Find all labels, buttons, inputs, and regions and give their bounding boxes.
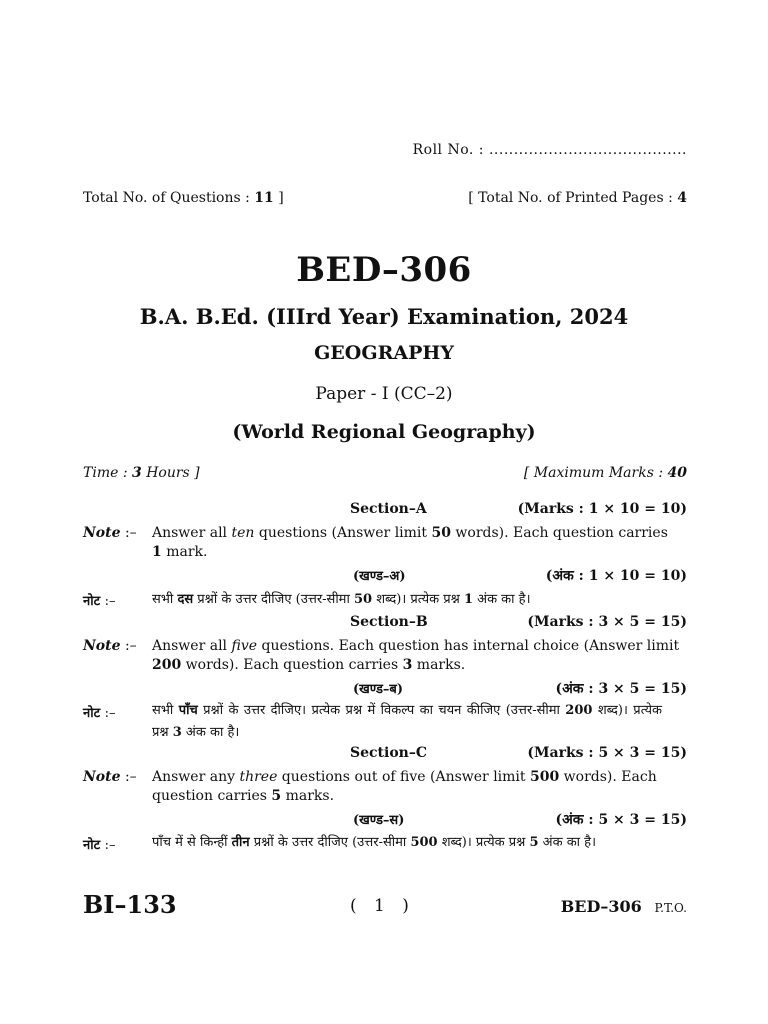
section-a-note-label: Note :–: [83, 525, 137, 541]
section-b-title: Section–B: [350, 614, 428, 630]
section-c-hindi-marks: (अंक : 5 × 3 = 15): [555, 812, 687, 828]
section-a-hindi-note-text: सभी दस प्रश्नों के उत्तर दीजिए (उत्तर-सीमा 50 शब्द)। प्रत्येक प्रश्न 1 अंक का है।: [152, 592, 531, 607]
max-prefix: [ Maximum Marks :: [523, 465, 664, 481]
section-c-hindi-note-label: नोट :–: [83, 838, 116, 853]
total-pages-value: 4: [677, 190, 687, 206]
section-c-title: Section–C: [350, 745, 427, 761]
pto-label: P.T.O.: [654, 901, 687, 915]
section-a-hindi-marks: (अंक : 1 × 10 = 10): [545, 568, 687, 584]
total-questions-close: ]: [278, 190, 284, 206]
section-b-hindi-note-label: नोट :–: [83, 706, 116, 721]
total-questions: [83, 190, 284, 206]
paper-number: Paper - I (CC–2): [315, 384, 453, 404]
total-pages-open: [: [468, 190, 474, 206]
section-b-note-label: Note :–: [83, 638, 137, 654]
section-c-note-text: Answer any three questions out of five (Answer limit 500 words). Each question carries 5 marks.: [152, 769, 657, 804]
roll-dots: ........................................: [488, 142, 687, 158]
section-a-hindi-title: (खण्ड–अ): [353, 569, 406, 584]
total-questions-label: Total No. of Questions :: [83, 190, 250, 206]
footer-code: [561, 897, 687, 916]
page-number: ( 1 ): [350, 896, 409, 916]
section-b-hindi-title: (खण्ड–ब): [353, 682, 403, 697]
series-code: BI–133: [83, 890, 177, 919]
max-value: 40: [667, 465, 687, 481]
time-suffix: Hours ]: [146, 465, 200, 481]
section-a-note-text: Answer all ten questions (Answer limit 50 words). Each question carries 1 mark.: [152, 525, 668, 560]
section-a-title: Section–A: [350, 501, 427, 517]
section-a-hindi-note-label: नोट :–: [83, 594, 116, 609]
maximum-marks: [524, 465, 687, 481]
subject-title: GEOGRAPHY: [314, 342, 454, 364]
section-b-marks: (Marks : 3 × 5 = 15): [527, 614, 687, 630]
exam-title: B.A. B.Ed. (IIIrd Year) Examination, 2024: [139, 304, 629, 329]
section-b-hindi-marks: (अंक : 3 × 5 = 15): [555, 681, 687, 697]
paper-subtitle: (World Regional Geography): [232, 421, 536, 443]
total-pages-label: Total No. of Printed Pages :: [478, 190, 673, 206]
section-c-hindi-note-text: पाँच में से किन्हीं तीन प्रश्नों के उत्तर दीजिए (उत्तर-सीमा 500 शब्द)। प्रत्येक प्रश्न 5 अंक का है।: [152, 835, 597, 850]
paper-code: BED–306: [296, 250, 472, 290]
roll-number-line: [413, 142, 687, 158]
section-b-hindi-note-text: सभी पाँच प्रश्नों के उत्तर दीजिए। प्रत्येक प्रश्न में विकल्प का चयन कीजिए (उत्तर-सीमा 200 शब्द)। प्रत्येक प्रश्न 3 अंक का है।: [152, 703, 662, 740]
time-value: 3: [132, 465, 142, 481]
section-c-note-label: Note :–: [83, 769, 137, 785]
roll-label: Roll No. :: [412, 142, 485, 158]
footer-paper-code: BED–306: [560, 897, 642, 916]
section-c-marks: (Marks : 5 × 3 = 15): [527, 745, 687, 761]
total-questions-value: 11: [254, 190, 274, 206]
total-pages: [468, 190, 687, 206]
time-prefix: Time :: [83, 465, 128, 481]
time-allowed: [83, 465, 200, 481]
section-b-note-text: Answer all five questions. Each question has internal choice (Answer limit 200 words). Each question carries 3 marks.: [152, 638, 680, 673]
section-a-marks: (Marks : 1 × 10 = 10): [517, 501, 687, 517]
section-c-hindi-title: (खण्ड–स): [353, 813, 405, 828]
